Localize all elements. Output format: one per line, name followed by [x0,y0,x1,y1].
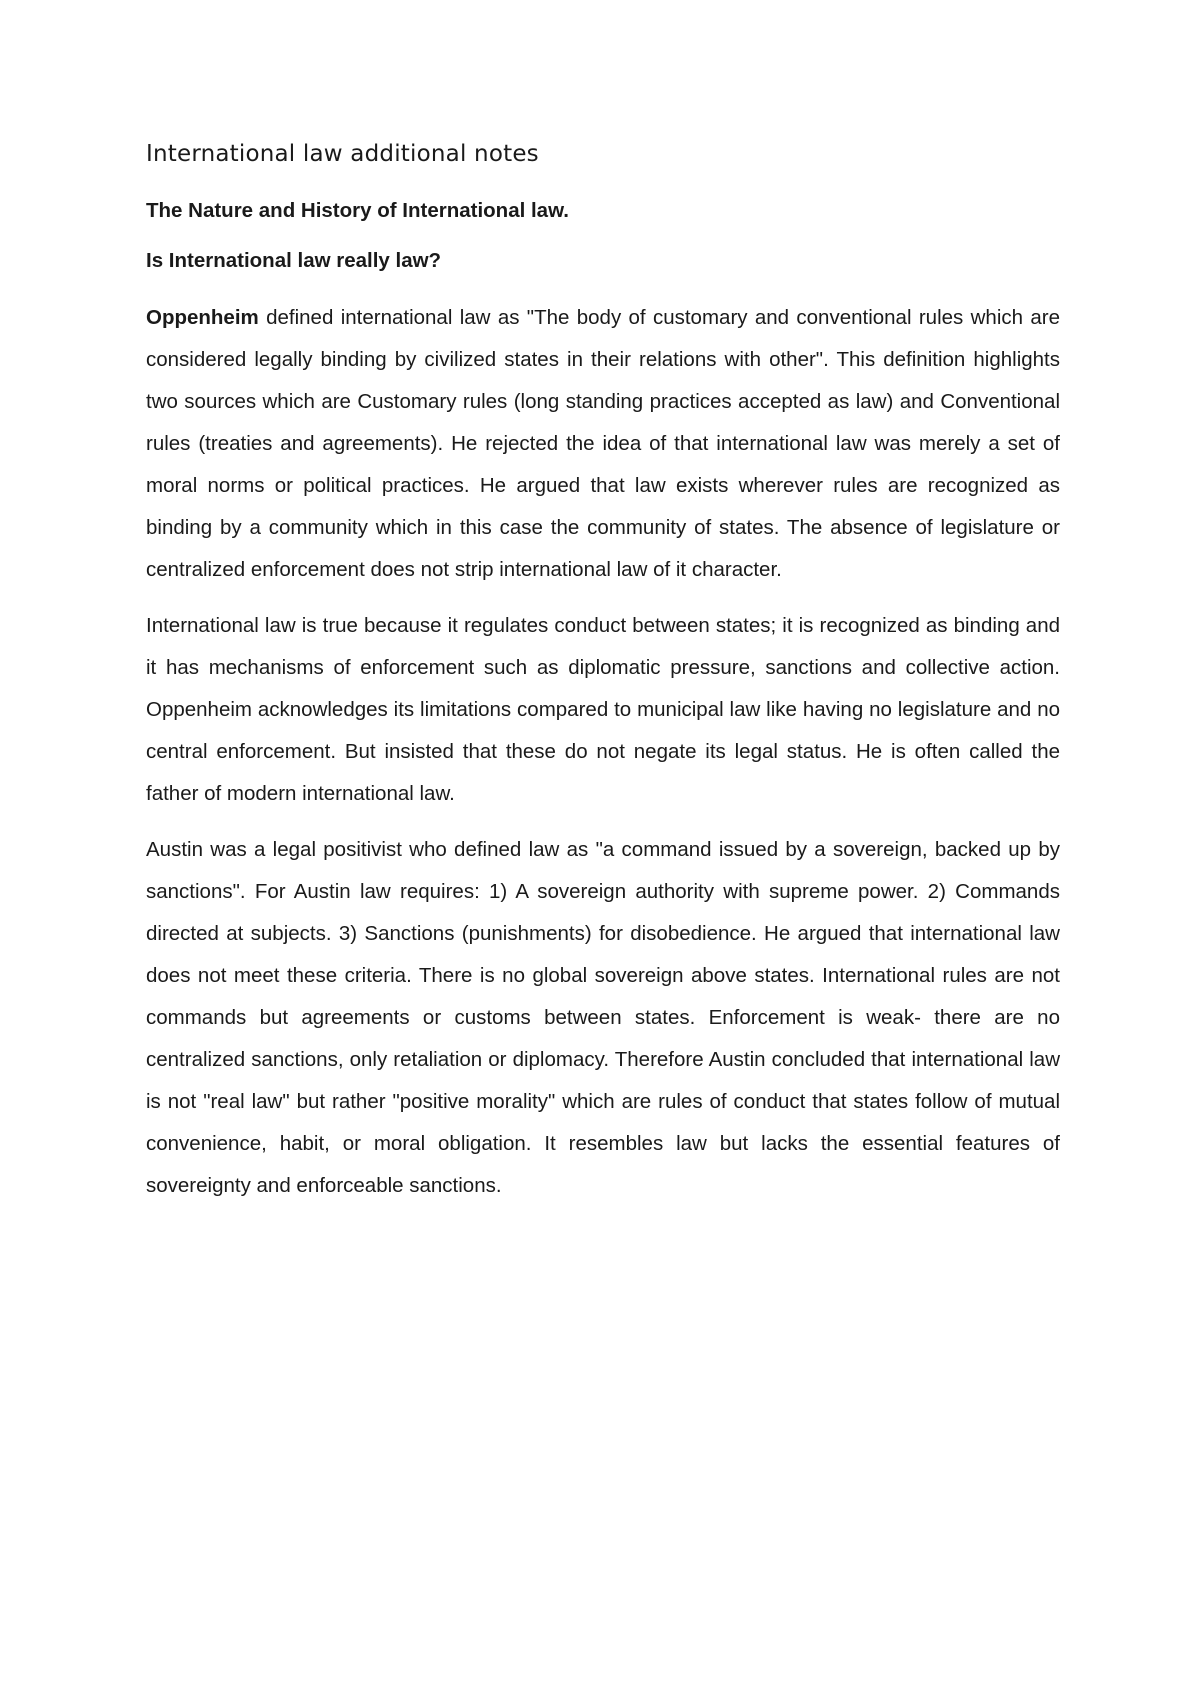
document-title: International law additional notes [146,141,539,167]
section-heading-is-law: Is International law really law? [146,248,442,272]
oppenheim-name: Oppenheim [146,306,259,330]
document-body [146,140,1060,1221]
paragraph-austin: Austin was a legal positivist who defined law as "a command issued by a sovereign, backed up by sanctions". For Austin law requires: 1) A sovereign authority with supreme power. 2) Commands directed at subjects. 3) Sanctions (punishments) for disobedience. He argued that international law does not meet these criteria. There is no global sovereign above states. International rules are not commands but agreements or customs between states. Enforcement is weak- there are no centralized sanctions, only retaliation or diplomacy. Therefore Austin concluded that international law is not "real law" but rather "positive morality" which are rules of conduct that states follow of mutual convenience, habit, or moral obligation. It resembles law but lacks the essential features of sovereignty and enforceable sanctions. [146,838,1060,1198]
paragraph-oppenheim-text: defined international law as "The body of customary and conventional rules which are considered legally binding by civilized states in their relations with other". This definition highlights two sources which are Customary rules (long standing practices accepted as law) and Conventional rules (treaties and agreements). He rejected the idea of that international law was merely a set of moral norms or political practices. He argued that law exists wherever rules are recognized as binding by a community which in this case the community of states. The absence of legislature or centralized enforcement does not strip international law of it character. [146,306,1060,582]
paragraph-true-law: International law is true because it regulates conduct between states; it is recognized as binding and it has mechanisms of enforcement such as diplomatic pressure, sanctions and collective action. Oppenheim acknowledges its limitations compared to municipal law like having no legislature and no central enforcement. But insisted that these do not negate its legal status. He is often called the father of modern international law. [146,614,1060,806]
section-heading-nature-history: The Nature and History of International law. [146,198,569,222]
paragraph-oppenheim [146,297,1060,591]
